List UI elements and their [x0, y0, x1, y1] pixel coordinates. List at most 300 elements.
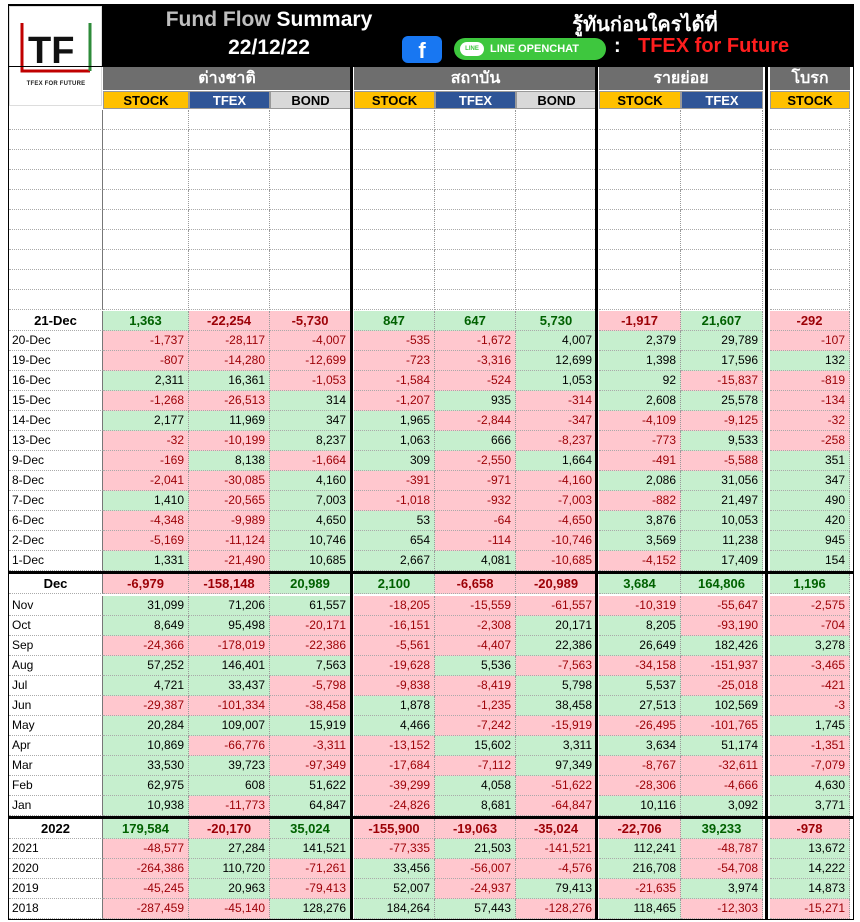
table-cell: -3,311	[270, 736, 351, 756]
empty-cell	[103, 290, 189, 310]
table-cell: -391	[354, 471, 435, 491]
total-cell: 164,806	[681, 574, 763, 594]
tfex-logo	[9, 6, 102, 106]
table-cell: 654	[354, 531, 435, 551]
column-header-stock: STOCK	[770, 91, 850, 109]
total-cell: -20,170	[189, 819, 270, 839]
table-cell: 2,311	[103, 371, 189, 391]
table-cell: 1,398	[599, 351, 681, 371]
table-cell: 71,206	[189, 596, 270, 616]
table-cell: -21,490	[189, 551, 270, 571]
empty-cell	[189, 130, 270, 150]
table-cell: 1,664	[516, 451, 597, 471]
empty-cell	[103, 250, 189, 270]
table-cell: -24,937	[435, 879, 516, 899]
table-cell: -14,280	[189, 351, 270, 371]
empty-cell	[681, 210, 763, 230]
row-label: 19-Dec	[9, 351, 103, 371]
table-cell: 62,975	[103, 776, 189, 796]
table-cell: 3,092	[681, 796, 763, 816]
table-cell: 29,789	[681, 331, 763, 351]
row-label: Sep	[9, 636, 103, 656]
empty-cell	[435, 110, 516, 130]
row-label: Oct	[9, 616, 103, 636]
table-cell: -66,776	[189, 736, 270, 756]
table-cell: 216,708	[599, 859, 681, 879]
group-header-4: โบรก	[770, 67, 850, 90]
table-cell: -3	[770, 696, 850, 716]
empty-cell	[103, 210, 189, 230]
empty-cell	[270, 290, 351, 310]
table-cell: 132	[770, 351, 850, 371]
row-label: 20-Dec	[9, 331, 103, 351]
table-cell: 666	[435, 431, 516, 451]
table-cell: -5,561	[354, 636, 435, 656]
total-cell: 3,684	[599, 574, 681, 594]
empty-cell	[354, 110, 435, 130]
group-divider	[765, 67, 768, 920]
table-cell: 7,563	[270, 656, 351, 676]
empty-cell	[270, 190, 351, 210]
table-cell: 10,053	[681, 511, 763, 531]
table-cell: -3,316	[435, 351, 516, 371]
table-cell: 7,003	[270, 491, 351, 511]
table-cell: 1,063	[354, 431, 435, 451]
table-cell: -1,268	[103, 391, 189, 411]
column-header-stock: STOCK	[103, 91, 189, 109]
table-cell: 4,160	[270, 471, 351, 491]
table-cell: 608	[189, 776, 270, 796]
table-cell: -93,190	[681, 616, 763, 636]
empty-cell	[681, 150, 763, 170]
empty-cell	[516, 150, 597, 170]
empty-cell	[599, 250, 681, 270]
row-label: 8-Dec	[9, 471, 103, 491]
table-cell: 8,681	[435, 796, 516, 816]
table-cell: 8,138	[189, 451, 270, 471]
table-cell: -15,837	[681, 371, 763, 391]
table-cell: -61,557	[516, 596, 597, 616]
empty-cell	[103, 270, 189, 290]
table-cell: -9,989	[189, 511, 270, 531]
table-cell: 1,410	[103, 491, 189, 511]
table-cell: 351	[770, 451, 850, 471]
total-cell: -158,148	[189, 574, 270, 594]
empty-cell	[189, 170, 270, 190]
table-cell: 347	[770, 471, 850, 491]
table-cell: 31,099	[103, 596, 189, 616]
empty-row-label	[9, 230, 103, 250]
column-header-stock: STOCK	[599, 91, 681, 109]
table-cell: -169	[103, 451, 189, 471]
table-cell: 5,536	[435, 656, 516, 676]
table-cell: 13,672	[770, 839, 850, 859]
table-cell: -4,650	[516, 511, 597, 531]
table-cell: -18,205	[354, 596, 435, 616]
table-cell: 2,667	[354, 551, 435, 571]
empty-cell	[270, 130, 351, 150]
total-cell: -1,917	[599, 311, 681, 331]
table-cell: -20,565	[189, 491, 270, 511]
table-cell: 39,723	[189, 756, 270, 776]
table-cell: -2,575	[770, 596, 850, 616]
table-cell: 945	[770, 531, 850, 551]
empty-cell	[103, 110, 189, 130]
table-cell: 52,007	[354, 879, 435, 899]
table-cell: 14,873	[770, 879, 850, 899]
table-cell: -264,386	[103, 859, 189, 879]
table-cell: 64,847	[270, 796, 351, 816]
table-cell: 154	[770, 551, 850, 571]
table-cell: -30,085	[189, 471, 270, 491]
table-cell: 3,876	[599, 511, 681, 531]
table-cell: 22,386	[516, 636, 597, 656]
table-cell: -15,919	[516, 716, 597, 736]
total-cell: -22,254	[189, 311, 270, 331]
table-cell: 3,278	[770, 636, 850, 656]
table-cell: -141,521	[516, 839, 597, 859]
table-cell: 1,878	[354, 696, 435, 716]
table-cell: -16,151	[354, 616, 435, 636]
table-cell: -24,826	[354, 796, 435, 816]
table-cell: 2,379	[599, 331, 681, 351]
table-cell: 21,503	[435, 839, 516, 859]
table-cell: -258	[770, 431, 850, 451]
group-divider	[350, 67, 353, 920]
total-cell: -292	[770, 311, 850, 331]
table-cell: -11,773	[189, 796, 270, 816]
table-cell: -32	[770, 411, 850, 431]
table-cell: 3,569	[599, 531, 681, 551]
table-cell: 20,963	[189, 879, 270, 899]
table-cell: -101,334	[189, 696, 270, 716]
empty-row-label	[9, 250, 103, 270]
table-cell: -10,199	[189, 431, 270, 451]
row-label: Feb	[9, 776, 103, 796]
table-cell: -10,685	[516, 551, 597, 571]
empty-cell	[599, 110, 681, 130]
empty-cell	[516, 210, 597, 230]
table-cell: -971	[435, 471, 516, 491]
empty-cell	[770, 230, 850, 250]
total-cell: -978	[770, 819, 850, 839]
page-title	[104, 8, 434, 32]
empty-cell	[770, 190, 850, 210]
table-cell: -107	[770, 331, 850, 351]
empty-cell	[516, 230, 597, 250]
table-cell: -1,664	[270, 451, 351, 471]
total-cell: 179,584	[103, 819, 189, 839]
table-cell: 12,699	[516, 351, 597, 371]
table-cell: 141,521	[270, 839, 351, 859]
table-cell: -1,235	[435, 696, 516, 716]
table-cell: -77,335	[354, 839, 435, 859]
total-row-label: 2022	[9, 819, 103, 839]
table-cell: 31,056	[681, 471, 763, 491]
table-cell: -34,158	[599, 656, 681, 676]
table-cell: -8,419	[435, 676, 516, 696]
table-cell: 10,685	[270, 551, 351, 571]
group-header-2: สถาบัน	[354, 67, 597, 90]
row-label: 2020	[9, 859, 103, 879]
empty-cell	[354, 170, 435, 190]
table-cell: 5,798	[516, 676, 597, 696]
table-cell: 420	[770, 511, 850, 531]
group-header-3: รายย่อย	[599, 67, 763, 90]
table-cell: -38,458	[270, 696, 351, 716]
table-cell: 128,276	[270, 899, 351, 919]
empty-cell	[599, 270, 681, 290]
empty-cell	[354, 190, 435, 210]
empty-cell	[189, 150, 270, 170]
empty-row-label	[9, 150, 103, 170]
table-cell: -723	[354, 351, 435, 371]
empty-cell	[354, 210, 435, 230]
table-cell: -25,018	[681, 676, 763, 696]
table-cell: 15,602	[435, 736, 516, 756]
row-label: 6-Dec	[9, 511, 103, 531]
table-cell: -13,152	[354, 736, 435, 756]
row-label: 2019	[9, 879, 103, 899]
empty-cell	[599, 190, 681, 210]
table-cell: -4,109	[599, 411, 681, 431]
total-cell: 1,196	[770, 574, 850, 594]
column-header-tfex: TFEX	[681, 91, 763, 109]
empty-row-label	[9, 130, 103, 150]
table-cell: 1,965	[354, 411, 435, 431]
empty-cell	[270, 230, 351, 250]
empty-cell	[435, 230, 516, 250]
empty-cell	[681, 270, 763, 290]
table-cell: 16,361	[189, 371, 270, 391]
table-cell: 79,413	[516, 879, 597, 899]
empty-cell	[516, 130, 597, 150]
empty-cell	[435, 250, 516, 270]
table-cell: -704	[770, 616, 850, 636]
table-cell: 17,409	[681, 551, 763, 571]
empty-cell	[189, 270, 270, 290]
empty-cell	[189, 250, 270, 270]
group-divider	[595, 67, 598, 920]
table-cell: -421	[770, 676, 850, 696]
total-row-label: 21-Dec	[9, 311, 103, 331]
empty-cell	[681, 230, 763, 250]
empty-cell	[516, 170, 597, 190]
table-cell: 14,222	[770, 859, 850, 879]
empty-cell	[770, 210, 850, 230]
table-cell: -2,844	[435, 411, 516, 431]
empty-cell	[270, 210, 351, 230]
empty-cell	[354, 150, 435, 170]
empty-cell	[354, 130, 435, 150]
empty-cell	[354, 270, 435, 290]
row-label: 9-Dec	[9, 451, 103, 471]
row-label: 2-Dec	[9, 531, 103, 551]
table-cell: 1,331	[103, 551, 189, 571]
empty-cell	[516, 270, 597, 290]
table-cell: -314	[516, 391, 597, 411]
row-label: 2018	[9, 899, 103, 919]
table-cell: -97,349	[270, 756, 351, 776]
table-cell: 4,650	[270, 511, 351, 531]
total-cell: 5,730	[516, 311, 597, 331]
table-cell: 4,058	[435, 776, 516, 796]
table-cell: 33,530	[103, 756, 189, 776]
table-cell: -819	[770, 371, 850, 391]
table-cell: -17,684	[354, 756, 435, 776]
report-date: 22/12/22	[228, 36, 310, 59]
table-cell: -9,838	[354, 676, 435, 696]
empty-cell	[516, 250, 597, 270]
table-cell: -151,937	[681, 656, 763, 676]
table-cell: 146,401	[189, 656, 270, 676]
table-cell: -1,018	[354, 491, 435, 511]
table-cell: -9,125	[681, 411, 763, 431]
title-fund-flow: Fund Flow	[165, 8, 271, 31]
row-label: 2021	[9, 839, 103, 859]
table-cell: 347	[270, 411, 351, 431]
table-cell: -7,003	[516, 491, 597, 511]
table-cell: -15,559	[435, 596, 516, 616]
table-cell: 57,443	[435, 899, 516, 919]
table-cell: 109,007	[189, 716, 270, 736]
row-label: May	[9, 716, 103, 736]
empty-cell	[354, 290, 435, 310]
table-cell: -4,666	[681, 776, 763, 796]
table-cell: -932	[435, 491, 516, 511]
table-cell: -28,117	[189, 331, 270, 351]
empty-row-label	[9, 290, 103, 310]
table-cell: -882	[599, 491, 681, 511]
table-cell: -1,672	[435, 331, 516, 351]
table-cell: 53	[354, 511, 435, 531]
line-openchat-button[interactable]	[454, 38, 606, 60]
channel-colon: :	[614, 35, 621, 57]
total-cell: 847	[354, 311, 435, 331]
empty-cell	[770, 270, 850, 290]
empty-row-label	[9, 190, 103, 210]
row-label: Jan	[9, 796, 103, 816]
empty-cell	[770, 250, 850, 270]
total-cell: -155,900	[354, 819, 435, 839]
total-cell: 35,024	[270, 819, 351, 839]
table-cell: 2,177	[103, 411, 189, 431]
total-cell: -6,658	[435, 574, 516, 594]
table-cell: -535	[354, 331, 435, 351]
table-cell: -71,261	[270, 859, 351, 879]
table-cell: 51,174	[681, 736, 763, 756]
empty-cell	[189, 110, 270, 130]
table-cell: -39,299	[354, 776, 435, 796]
empty-cell	[599, 230, 681, 250]
facebook-icon[interactable]: f	[402, 36, 442, 63]
empty-cell	[189, 210, 270, 230]
row-label: 16-Dec	[9, 371, 103, 391]
empty-cell	[270, 250, 351, 270]
table-cell: 95,498	[189, 616, 270, 636]
table-cell: -1,053	[270, 371, 351, 391]
column-header-bond: BOND	[270, 91, 351, 109]
table-cell: 10,746	[270, 531, 351, 551]
table-cell: -5,798	[270, 676, 351, 696]
table-cell: -54,708	[681, 859, 763, 879]
table-cell: 4,721	[103, 676, 189, 696]
table-cell: 57,252	[103, 656, 189, 676]
total-cell: -5,730	[270, 311, 351, 331]
empty-cell	[103, 230, 189, 250]
total-cell: 2,100	[354, 574, 435, 594]
empty-cell	[435, 130, 516, 150]
table-cell: 33,437	[189, 676, 270, 696]
empty-cell	[599, 150, 681, 170]
table-cell: -2,308	[435, 616, 516, 636]
logo-letters: TF	[28, 30, 75, 72]
empty-cell	[770, 170, 850, 190]
empty-cell	[599, 210, 681, 230]
channel-name: TFEX for Future	[638, 35, 790, 57]
empty-cell	[516, 110, 597, 130]
table-cell: -21,635	[599, 879, 681, 899]
total-cell: 39,233	[681, 819, 763, 839]
table-cell: -1,351	[770, 736, 850, 756]
table-cell: -2,041	[103, 471, 189, 491]
table-cell: -12,303	[681, 899, 763, 919]
column-header-bond: BOND	[516, 91, 597, 109]
empty-cell	[270, 270, 351, 290]
row-label: 7-Dec	[9, 491, 103, 511]
empty-cell	[516, 190, 597, 210]
empty-cell	[103, 130, 189, 150]
empty-cell	[770, 290, 850, 310]
empty-cell	[770, 110, 850, 130]
table-cell: -101,765	[681, 716, 763, 736]
table-cell: -11,124	[189, 531, 270, 551]
empty-cell	[189, 230, 270, 250]
table-cell: 27,513	[599, 696, 681, 716]
row-label: Nov	[9, 596, 103, 616]
table-cell: -15,271	[770, 899, 850, 919]
total-cell: 1,363	[103, 311, 189, 331]
empty-row-label	[9, 170, 103, 190]
table-cell: 97,349	[516, 756, 597, 776]
table-cell: -178,019	[189, 636, 270, 656]
table-cell: 2,086	[599, 471, 681, 491]
table-cell: -134	[770, 391, 850, 411]
table-cell: 2,608	[599, 391, 681, 411]
empty-cell	[270, 110, 351, 130]
empty-cell	[599, 130, 681, 150]
table-cell: -24,366	[103, 636, 189, 656]
row-label: 1-Dec	[9, 551, 103, 571]
empty-cell	[435, 270, 516, 290]
group-header-1: ต่างชาติ	[103, 67, 351, 90]
empty-cell	[354, 230, 435, 250]
empty-cell	[189, 290, 270, 310]
table-cell: -48,577	[103, 839, 189, 859]
table-cell: 25,578	[681, 391, 763, 411]
empty-row-label	[9, 210, 103, 230]
empty-cell	[516, 290, 597, 310]
table-cell: -10,319	[599, 596, 681, 616]
table-cell: 3,634	[599, 736, 681, 756]
table-cell: 184,264	[354, 899, 435, 919]
tf-logo-icon	[20, 21, 92, 73]
table-cell: 33,456	[354, 859, 435, 879]
table-cell: 21,497	[681, 491, 763, 511]
table-cell: 3,771	[770, 796, 850, 816]
table-cell: -491	[599, 451, 681, 471]
table-cell: -29,387	[103, 696, 189, 716]
